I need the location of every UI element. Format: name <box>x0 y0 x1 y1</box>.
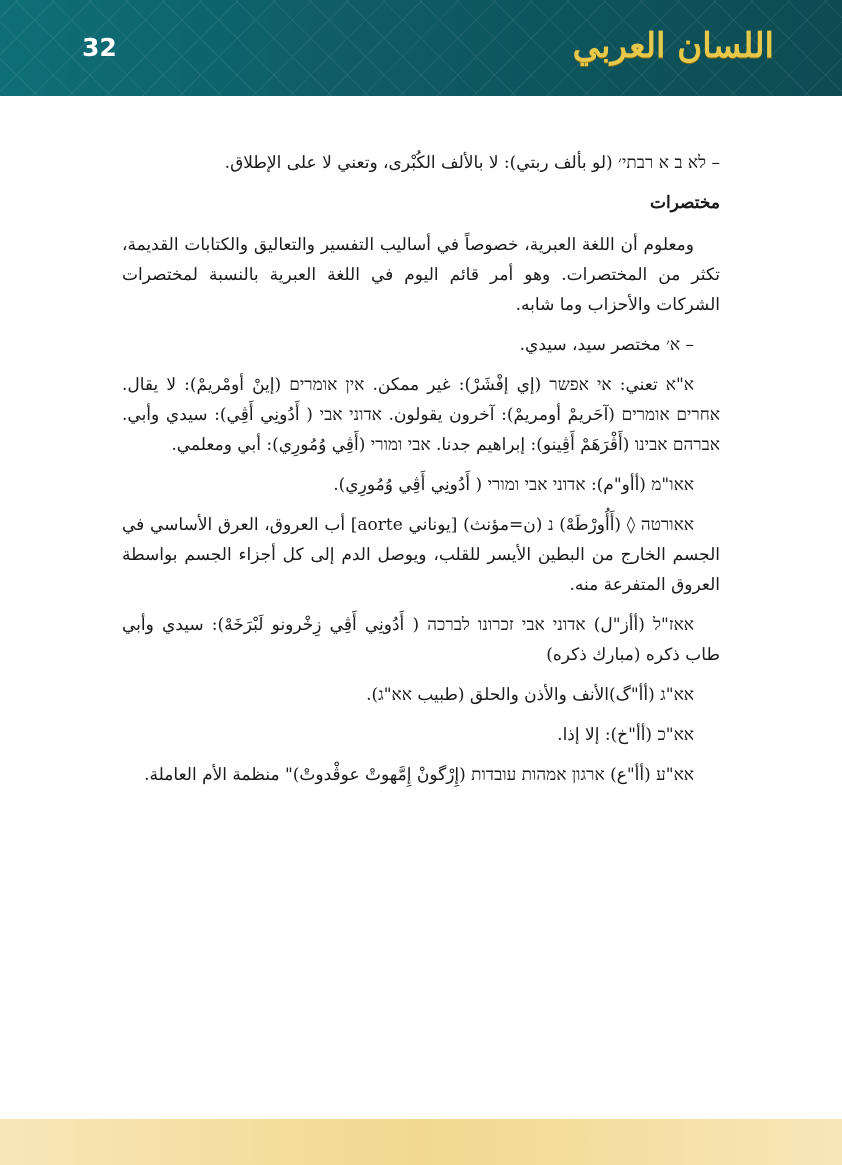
paragraph-1: – לא ב א רבתי׳ (لو بألف ربتي): لا بالألف الكُبْرى، وتعني لا على الإطلاق. <box>224 153 720 173</box>
paragraph-2: ومعلوم أن اللغة العبرية، خصوصاً في أساليب التفسير والتعاليق والكتابات القديمة، تكثر من المختصرات. وهو أمر قائم اليوم في اللغة العبرية بالنسبة لمختصرات الشركات والأحزاب وما شابه. <box>122 235 720 315</box>
page-footer-band <box>0 1119 842 1165</box>
paragraph-5: אאו"מ (أأو"م): אדוני אבי ומורי ( أَدُونِي أَڤِي وُمُورِي). <box>333 475 694 495</box>
paragraph-4: א"א تعني: אי אפשר (إي إفْشَرْ): غير ممكن. אין אומרים (إينْ أومْريمْ): لا يقال. אחרים אומרים (آحَريمْ أومريمْ): آخرون يقولون. אדוני אבי ( أَدُونِي أَڤِي): سيدي وأبي. אברהם אבינו (أَڤْرَهَمْ أَڤِينو): إبراهيم جدنا. אבי ומורי (أَڤِي وُمُورِي): أبي ومعلمي. <box>122 375 720 455</box>
paragraph-8: אא"ג (أأ"گ)الأنف والأذن والحلق (طبيب אא"ג). <box>366 685 694 705</box>
paragraph-7: אאז"ל (أأز"ل) אדוני אבי זכרונו לברכה ( أَدُونِي أَڤِي زِخْرونو لَبْرَخَهْ): سيدي وأبي طاب ذكره (مبارك ذكره) <box>122 615 720 665</box>
article-body <box>122 148 720 800</box>
journal-logo: اللسان العربي <box>572 26 774 66</box>
paragraph-3: – א׳ مختصر سيد، سيدي. <box>519 335 694 355</box>
page-number: 32 <box>82 33 117 62</box>
page-header <box>0 0 842 96</box>
paragraph-9: אא"כ (أأ"خ): إلا إذا. <box>557 725 694 745</box>
section-heading: مختصرات <box>649 193 720 213</box>
paragraph-10: אא"ע (أأ"ع) ארגון אמהות עובדות (إِرْگونْ إِمَّهوتْ عوڤْدوتْ)" منظمة الأم العاملة. <box>144 765 694 785</box>
paragraph-6: אאורטה ◊ (أَأُورْطَهْ) נ (ن=مؤنث) [يوناني aorte] أب العروق، العرق الأساسي في الجسم الخارج من البطين الأيسر للقلب، ويوصل الدم إلى كل أجزاء الجسم بواسطة العروق المتفرعة منه. <box>122 515 720 595</box>
